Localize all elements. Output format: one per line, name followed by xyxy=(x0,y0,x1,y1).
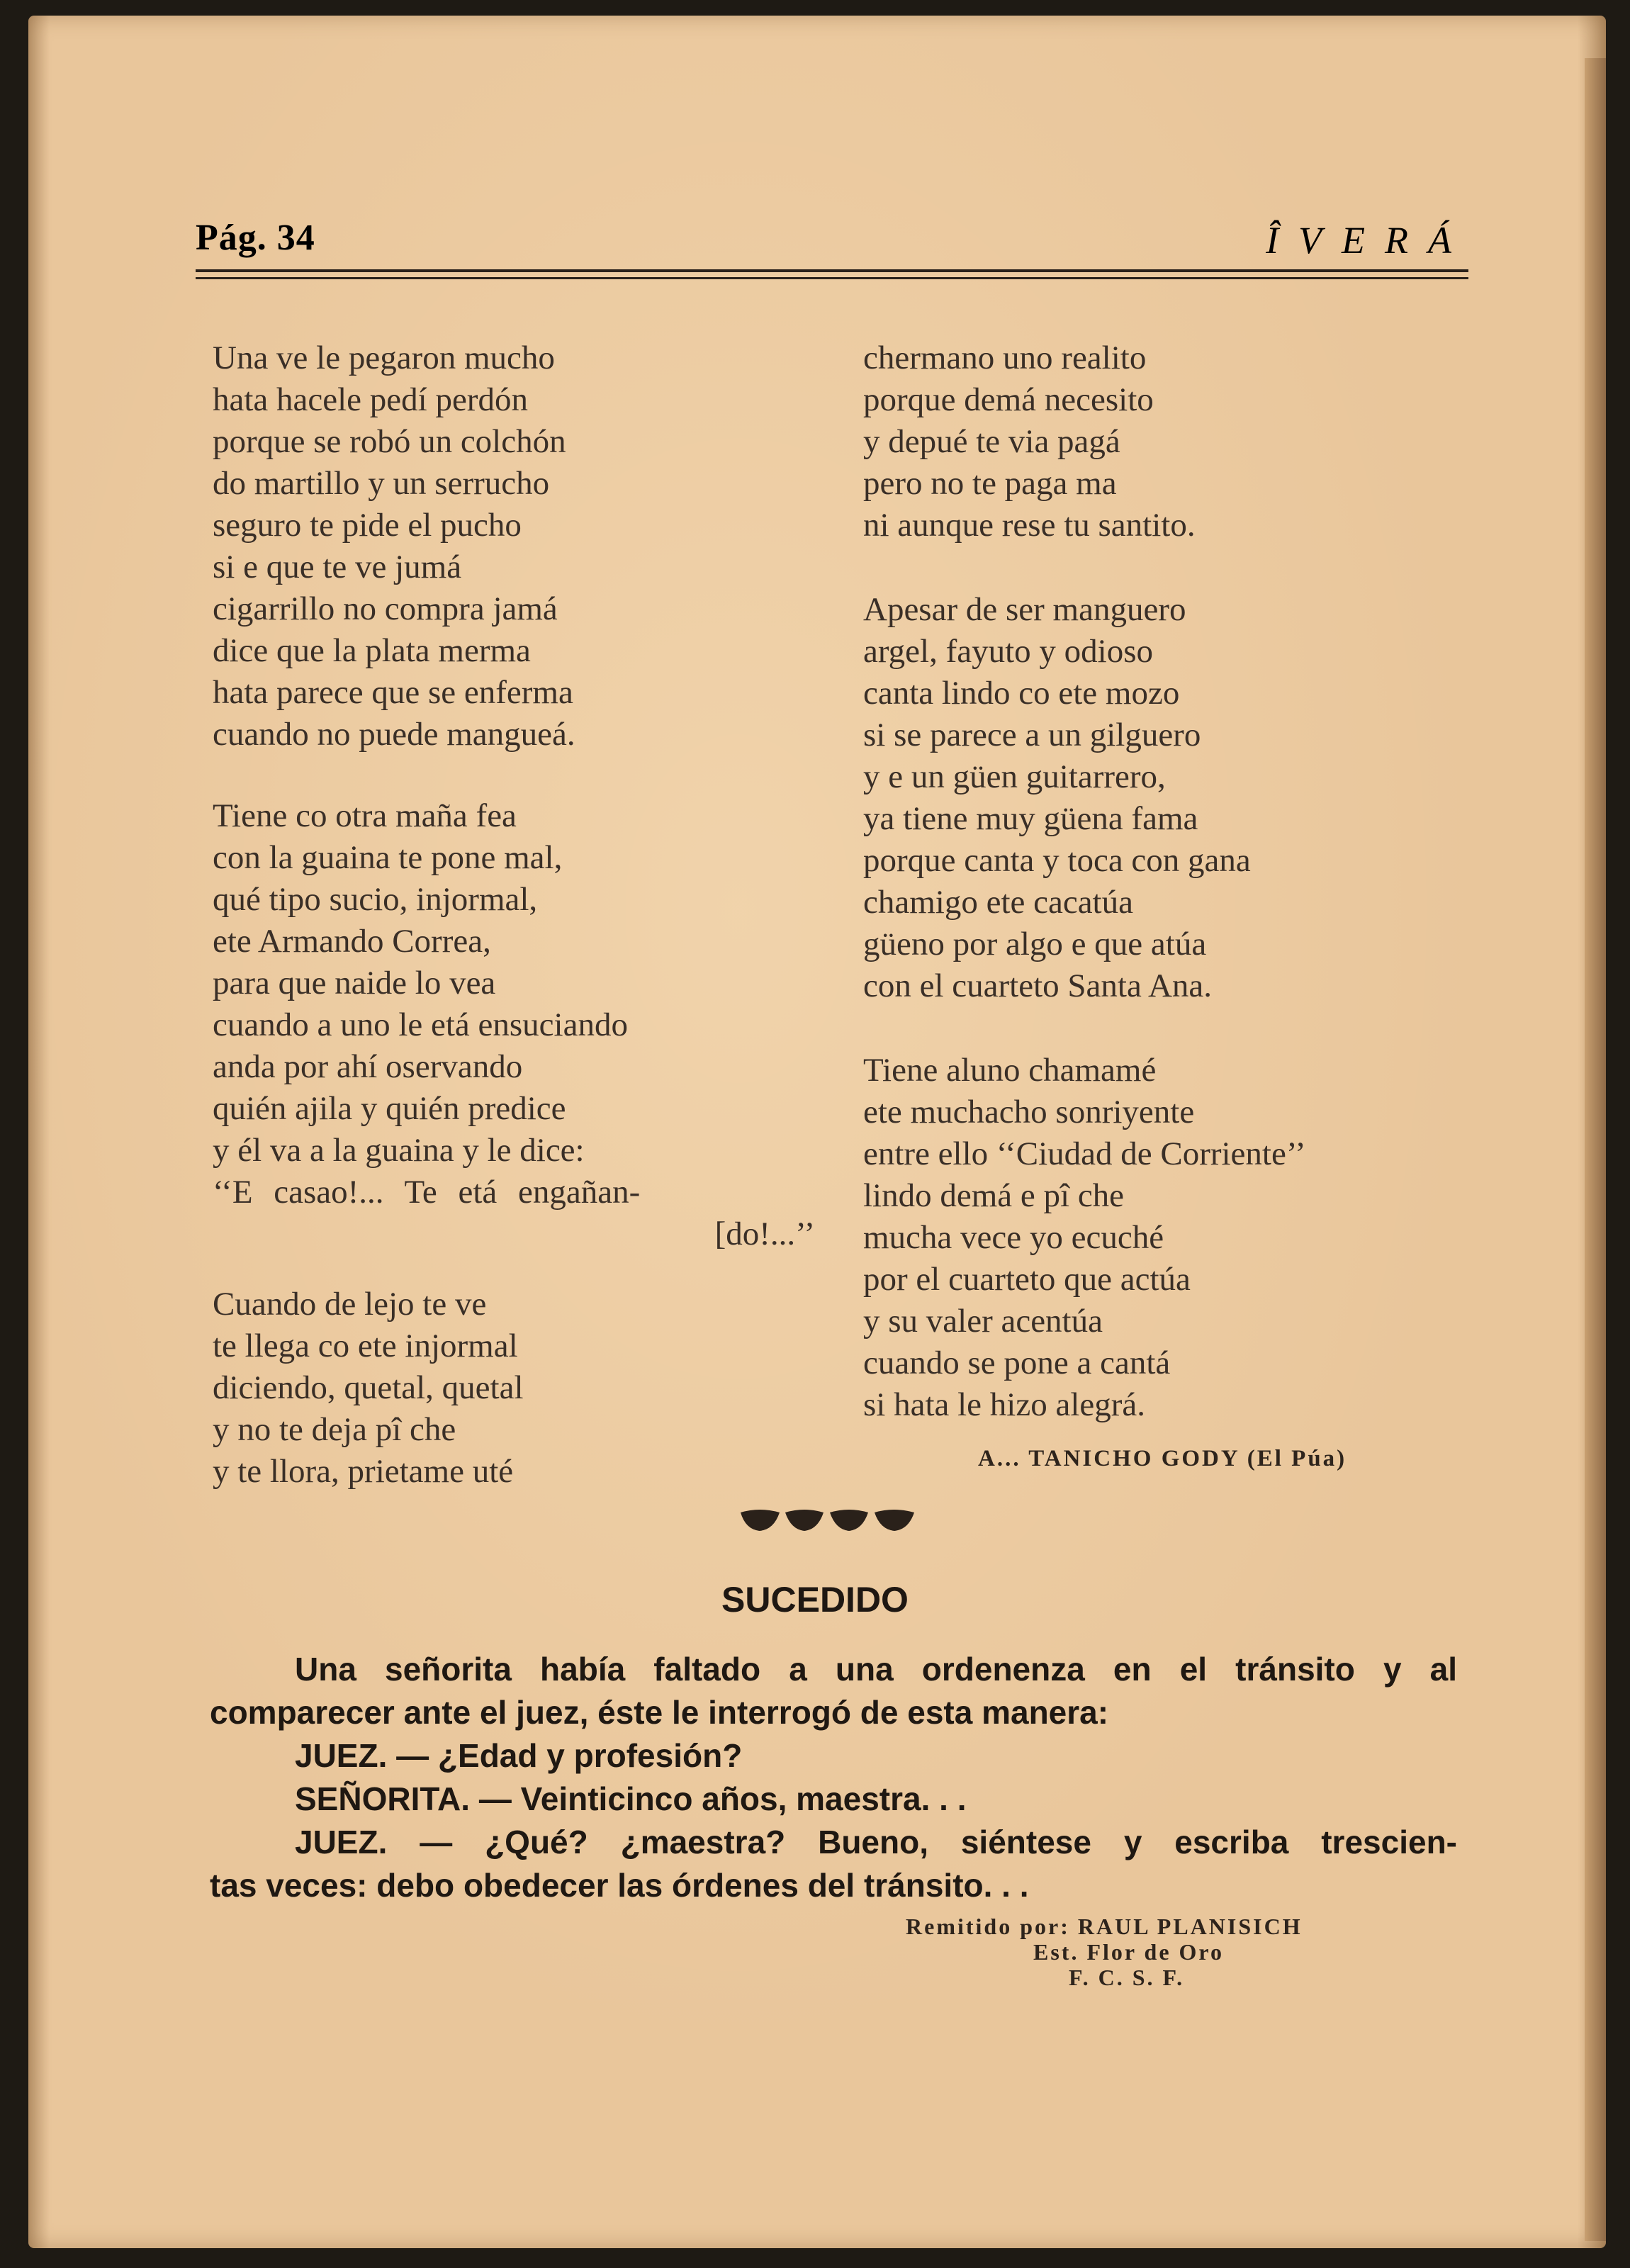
remitted-by: Remitido por: RAUL PLANISICH xyxy=(906,1914,1303,1939)
verse-line: güeno por algo e que atúa xyxy=(863,926,1207,962)
header-rule-top xyxy=(196,269,1468,272)
verse-line: chermano uno realito xyxy=(863,339,1147,376)
verse-line: porque demá necesito xyxy=(863,381,1154,418)
verse-line: hata hacele pedí perdón xyxy=(213,381,528,418)
verse-line: te llega co ete injormal xyxy=(213,1327,518,1364)
verse-line: porque se robó un colchón xyxy=(213,423,566,460)
stanza xyxy=(863,337,1487,546)
verse-line: entre ello ‘‘Ciudad de Corriente’’ xyxy=(863,1135,1306,1172)
dialogue-line-cont: tas veces: debo obedecer las órdenes del tránsito. . . xyxy=(210,1867,1029,1904)
anecdote-body xyxy=(210,1648,1457,1907)
anecdote-paragraph-cont: comparecer ante el juez, éste le interrogó de esta manera: xyxy=(210,1694,1109,1731)
verse-line: mucha vece yo ecuché xyxy=(863,1219,1164,1256)
verse-line: por el cuarteto que actúa xyxy=(863,1261,1191,1298)
verse-line: si se parece a un gilguero xyxy=(863,717,1201,753)
verse-line: ‘‘E casao!... Te etá engañan- xyxy=(213,1174,641,1211)
verse-line: canta lindo co ete mozo xyxy=(863,675,1180,712)
page-edge xyxy=(1585,58,1606,2241)
verse-line: do martillo y un serrucho xyxy=(213,465,550,502)
verse-line: hata parece que se enferma xyxy=(213,674,573,711)
verse-line: si hata le hizo alegrá. xyxy=(863,1386,1146,1423)
stanza xyxy=(863,589,1487,1007)
verse-line: Apesar de ser manguero xyxy=(863,591,1186,628)
verse-line: argel, fayuto y odioso xyxy=(863,633,1154,670)
verse-line: porque canta y toca con gana xyxy=(863,842,1251,879)
verse-line: y su valer acentúa xyxy=(863,1303,1103,1340)
verse-line: chamigo ete cacatúa xyxy=(863,884,1133,921)
section-title: SUCEDIDO xyxy=(721,1580,909,1619)
remitted-credit xyxy=(906,1914,1303,1990)
verse-line: ete muchacho sonriyente xyxy=(863,1094,1195,1130)
verse-line: para que naide lo vea xyxy=(213,965,496,1001)
dialogue-line: SEÑORITA. — Veinticinco años, maestra. . . xyxy=(295,1780,967,1817)
verse-line: quién ajila y quién predice xyxy=(213,1090,566,1127)
verse-line: cuando a uno le etá ensuciando xyxy=(213,1006,628,1043)
verse-line: pero no te paga ma xyxy=(863,465,1117,502)
dialogue-line: JUEZ. — ¿Edad y profesión? xyxy=(295,1737,743,1774)
verse-line: ni aunque rese tu santito. xyxy=(863,507,1196,544)
magazine-title: ÎVERÁ xyxy=(1266,219,1471,262)
verse-line: y él va a la guaina y le dice: xyxy=(213,1132,585,1169)
poem-signature: A... TANICHO GODY (El Púa) xyxy=(978,1446,1347,1471)
verse-line: y depué te via pagá xyxy=(863,423,1120,460)
verse-line-continuation: [do!...’’ xyxy=(714,1216,815,1252)
ornament-leaf xyxy=(875,1510,914,1531)
anecdote-paragraph: Una señorita había faltado a una ordenenza en el tránsito y al xyxy=(295,1651,1457,1688)
verse-line: si e que te ve jumá xyxy=(213,549,462,585)
remitted-org: F. C. S. F. xyxy=(1069,1965,1185,1990)
verse-line: cuando se pone a cantá xyxy=(863,1344,1171,1381)
verse-line: con el cuarteto Santa Ana. xyxy=(863,967,1213,1004)
ornament-divider xyxy=(737,1508,921,1534)
verse-line: Una ve le pegaron mucho xyxy=(213,339,555,376)
verse-line: y te llora, prietame uté xyxy=(213,1453,514,1490)
remitted-place: Est. Flor de Oro xyxy=(1033,1939,1225,1965)
verse-line: lindo demá e pî che xyxy=(863,1177,1125,1214)
poem-left-column xyxy=(213,337,829,1515)
page-number: Pág. 34 xyxy=(196,218,315,258)
verse-line: Tiene co otra maña fea xyxy=(213,797,517,834)
page-header xyxy=(196,217,1471,262)
verse-line: dice que la plata merma xyxy=(213,632,531,669)
stanza xyxy=(213,795,829,1255)
verse-line: anda por ahí oservando xyxy=(213,1048,523,1085)
poem-right-column xyxy=(863,337,1487,1449)
verse-line: Tiene aluno chamamé xyxy=(863,1052,1157,1089)
verse-line: diciendo, quetal, quetal xyxy=(213,1369,524,1406)
header-rule-bottom xyxy=(196,277,1468,279)
verse-line: Cuando de lejo te ve xyxy=(213,1286,487,1323)
verse-line: qué tipo sucio, injormal, xyxy=(213,881,538,918)
verse-line: y e un güen guitarrero, xyxy=(863,758,1166,795)
stanza xyxy=(863,1050,1487,1426)
verse-line: y no te deja pî che xyxy=(213,1411,456,1448)
ornament-leaf xyxy=(830,1510,868,1531)
verse-line: seguro te pide el pucho xyxy=(213,507,522,544)
dialogue-line: JUEZ. — ¿Qué? ¿maestra? Bueno, siéntese y escriba trescien- xyxy=(295,1824,1457,1860)
verse-line: cigarrillo no compra jamá xyxy=(213,590,558,627)
verse-line: cuando no puede mangueá. xyxy=(213,716,575,753)
verse-line: con la guaina te pone mal, xyxy=(213,839,563,876)
stanza xyxy=(213,1284,829,1493)
stanza xyxy=(213,337,829,756)
ornament-leaf xyxy=(741,1510,780,1531)
ornament-leaf xyxy=(785,1510,824,1531)
verse-line: ya tiene muy güena fama xyxy=(863,800,1198,837)
verse-line: ete Armando Correa, xyxy=(213,923,491,960)
